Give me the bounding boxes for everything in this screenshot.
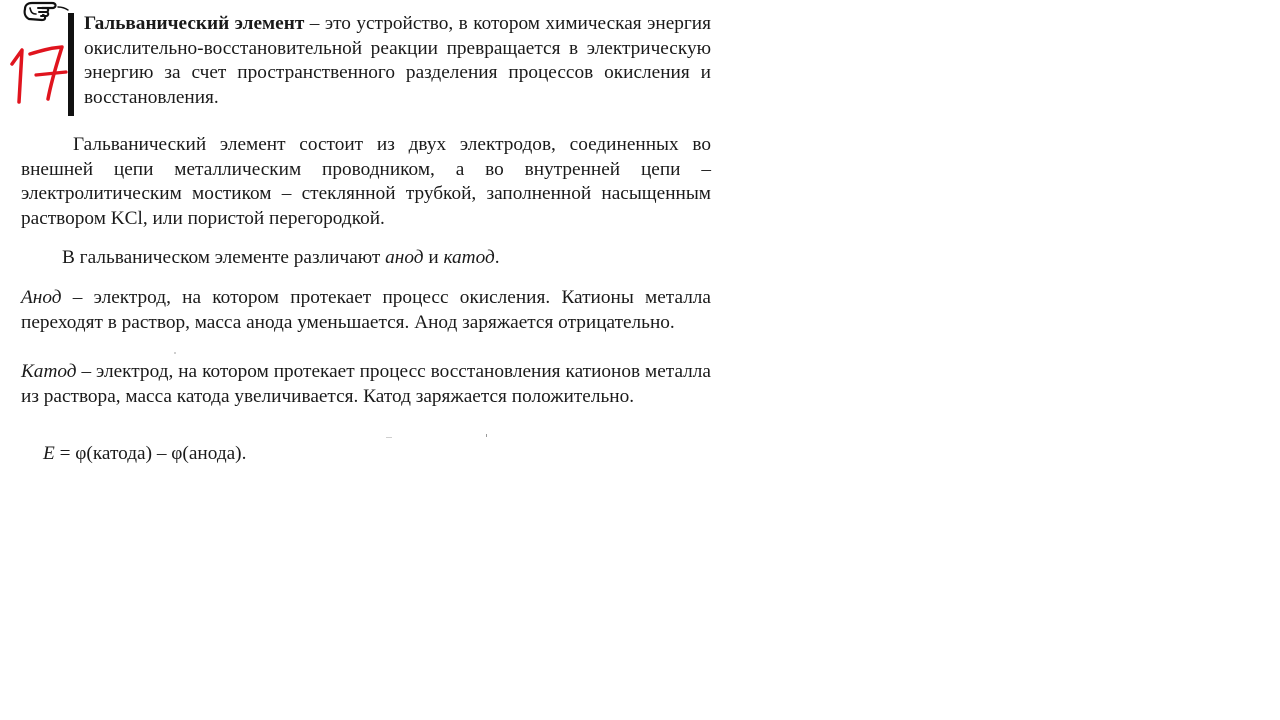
cathode-word: катод xyxy=(443,247,495,268)
structure-paragraph xyxy=(21,133,711,231)
formula-expression: = φ(катода) – φ(анода). xyxy=(54,443,247,464)
anode-cathode-intro-paragraph xyxy=(21,246,711,271)
scan-speck xyxy=(174,352,176,354)
intro-middle: и xyxy=(423,247,444,268)
intro-prefix: В гальваническом элементе различают xyxy=(62,247,386,268)
handwritten-number-17 xyxy=(4,42,74,104)
anode-word: анод xyxy=(385,247,424,268)
cathode-text: – электрод, на котором протекает процесс восстановления катионов металла из раствора, масса катода увеличивается. Катод заряжается положительно. xyxy=(21,361,711,407)
margin-bar xyxy=(68,13,74,116)
structure-text: Гальванический элемент состоит из двух электродов, соединенных во внешней цепи металлическим проводником, а во внутренней цепи – электролитическим мостиком – стеклянной трубкой, заполненной насыщенным раствором KCl, или пористой перегородкой. xyxy=(21,134,711,229)
anode-paragraph xyxy=(21,286,711,335)
anode-text: – электрод, на котором протекает процесс окисления. Катионы металла переходят в раствор, масса анода уменьшается. Анод заряжается отрицательно. xyxy=(21,287,711,333)
pointing-hand-icon xyxy=(22,0,72,28)
emf-formula xyxy=(43,442,246,467)
definition-term: Гальванический элемент xyxy=(84,13,305,34)
scan-speck xyxy=(386,437,392,438)
anode-term: Анод xyxy=(21,287,62,308)
intro-suffix: . xyxy=(494,247,500,268)
definition-paragraph xyxy=(84,12,711,110)
formula-symbol: E xyxy=(43,443,55,464)
cathode-paragraph xyxy=(21,360,711,409)
scan-speck xyxy=(486,434,487,437)
definition-text: – это устройство, в котором химическая энергия окислительно-восстановительной реакции превращается в электрическую энергию за счет пространственного разделения процессов окисления и восстановления. xyxy=(84,13,711,108)
cathode-term: Катод xyxy=(21,361,77,382)
